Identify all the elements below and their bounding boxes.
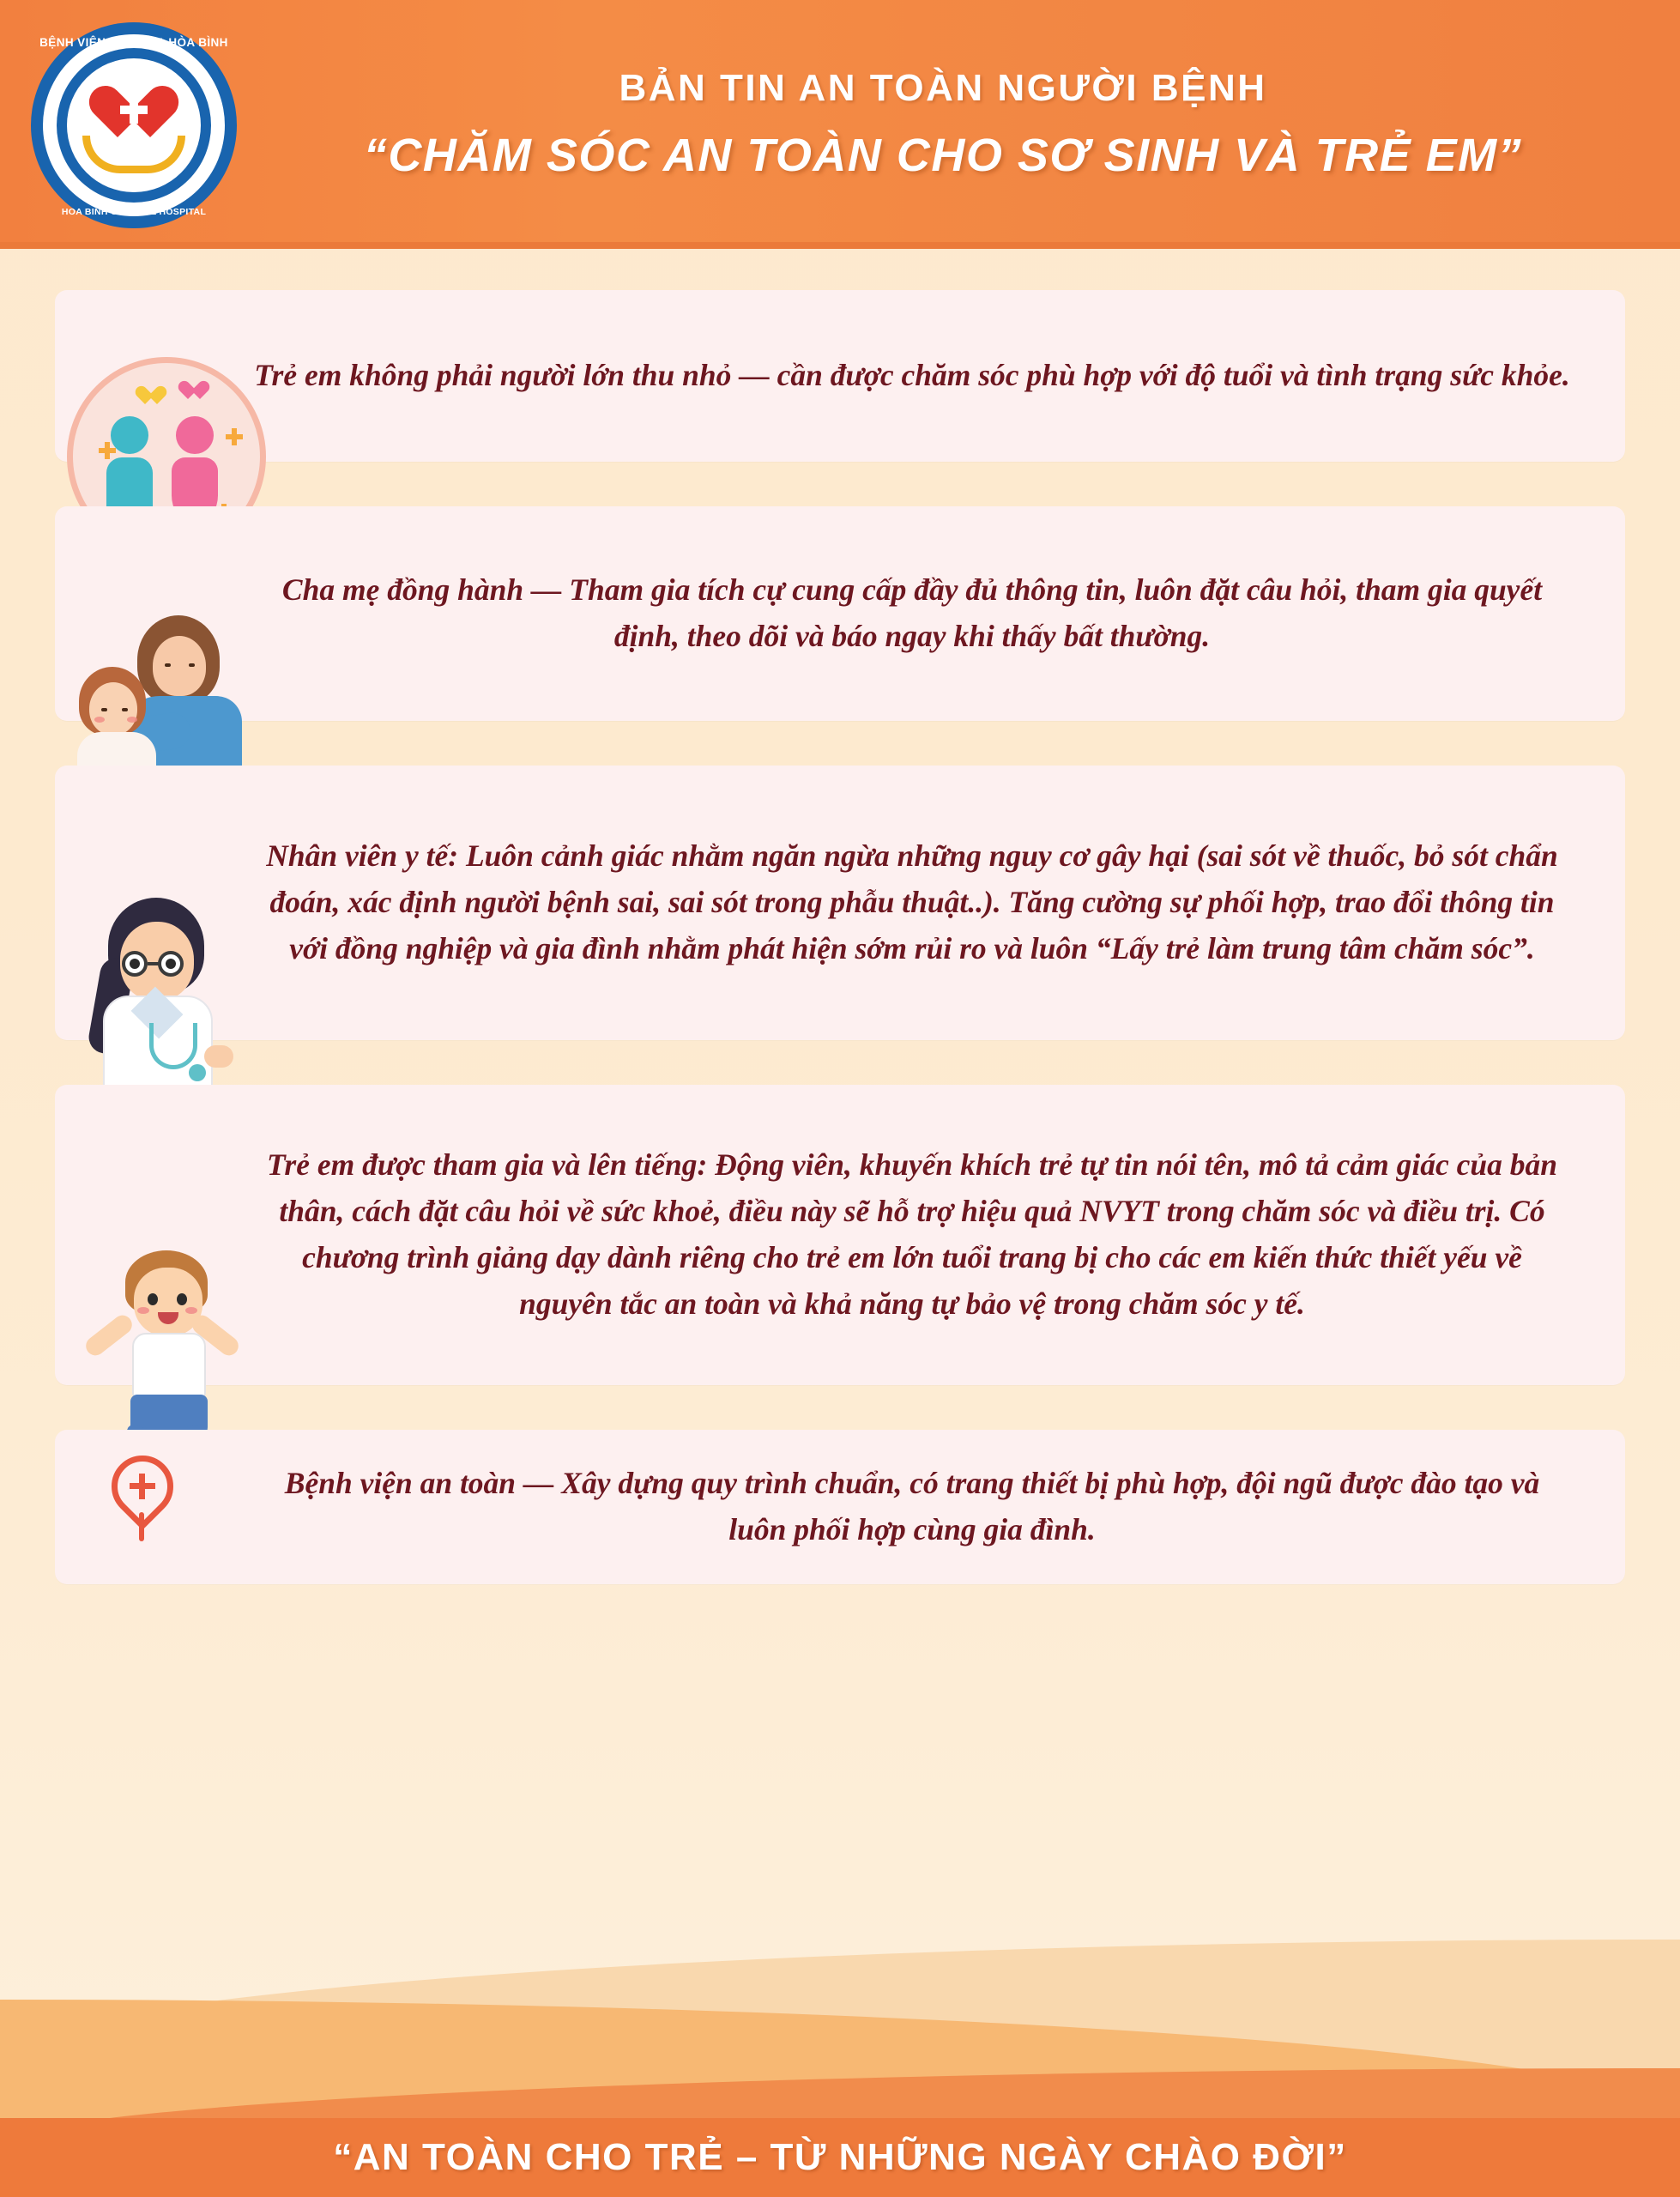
caring-hands-icon xyxy=(82,136,185,173)
message-card xyxy=(55,506,1625,721)
boy-cheek-left xyxy=(137,1307,149,1314)
mother-eye-right xyxy=(189,663,195,667)
child-eye-left xyxy=(101,708,107,711)
bulletin-subtitle: “CHĂM SÓC AN TOÀN CHO SƠ SINH VÀ TRẺ EM” xyxy=(363,130,1523,181)
child-eye-right xyxy=(122,708,128,711)
heart-icon-yellow xyxy=(140,387,162,408)
nurse-hand xyxy=(204,1045,233,1068)
child-pink xyxy=(176,416,218,521)
boy-shirt xyxy=(132,1333,206,1400)
logo-text-bottom: HOA BINH GENERAL HOSPITAL xyxy=(61,207,207,217)
glasses-bridge xyxy=(148,962,160,965)
logo-text-top: BỆNH VIỆN ĐA KHOA HÒA BÌNH xyxy=(39,36,228,49)
nurse-eye-right xyxy=(166,959,176,969)
message-card xyxy=(55,1085,1625,1385)
child-blue-head xyxy=(111,416,148,454)
child-blue xyxy=(111,416,153,521)
child-pink-head xyxy=(176,416,214,454)
child-face xyxy=(89,682,137,735)
mother-and-child-icon xyxy=(63,607,252,778)
hospital-logo xyxy=(31,22,237,228)
footer-slogan: “AN TOÀN CHO TRẺ – TỪ NHỮNG NGÀY CHÀO ĐỜI” xyxy=(333,2136,1347,2178)
stethoscope-bell xyxy=(189,1064,206,1081)
child-cheek-right xyxy=(127,717,137,723)
stethoscope-icon xyxy=(149,1023,197,1069)
nurse-eye-left xyxy=(130,959,140,969)
mother-eye-left xyxy=(165,663,171,667)
card-message-text: Cha mẹ đồng hành — Tham gia tích cự cung cấp đầy đủ thông tin, luôn đặt câu hỏi, tham gia quyết định, theo dõi và báo ngay khi thấy bất thường. xyxy=(281,572,1543,653)
bulletin-title: BẢN TIN AN TOÀN NGƯỜI BỆNH xyxy=(619,67,1267,109)
card-message-text: Bệnh viện an toàn — Xây dựng quy trình chuẩn, có trang thiết bị phù hợp, đội ngũ được đào tạo và luôn phối hợp cùng gia đình. xyxy=(284,1466,1540,1546)
poster-footer xyxy=(0,1922,1680,2197)
cross-icon-horizontal xyxy=(120,106,148,114)
card-message-text: Nhân viên y tế: Luôn cảnh giác nhằm ngăn ngừa những nguy cơ gây hại (sai sót về thuốc, bỏ sót chẩn đoán, xác định người bệnh sai, sai sót trong phẫu thuật..). Tăng cường sự phối hợp, trao đổi thông tin với đồng nghiệp và gia đình nhằm phát hiện sớm rủi ro và luôn “Lấy trẻ làm trung tâm chăm sóc”. xyxy=(266,838,1558,965)
boy-eye-left xyxy=(148,1293,158,1305)
message-card xyxy=(55,1430,1625,1584)
logo-core xyxy=(67,58,201,192)
boy-cheek-right xyxy=(185,1307,197,1314)
boy-face xyxy=(134,1268,202,1336)
card-message-text: Trẻ em không phải người lớn thu nhỏ — cần được chăm sóc phù hợp với độ tuổi và tình trạng sức khỏe. xyxy=(254,358,1570,393)
header-text-block xyxy=(257,67,1654,182)
pin-cross-horizontal xyxy=(130,1483,155,1489)
boy-arm-left xyxy=(82,1311,136,1359)
poster-content xyxy=(0,249,1680,1584)
footer-slogan-band xyxy=(0,2118,1680,2197)
message-card xyxy=(55,766,1625,1040)
mother-face xyxy=(153,636,206,696)
hospital-location-pin-icon xyxy=(103,1456,182,1558)
boy-eye-right xyxy=(177,1293,187,1305)
card-message-text: Trẻ em được tham gia và lên tiếng: Động viên, khuyến khích trẻ tự tin nói tên, mô tả cảm giác của bản thân, cách đặt câu hỏi về sức khoẻ, điều này sẽ hỗ trợ hiệu quả NVYT trong chăm sóc và điều trị. Có chương trình giảng dạy dành riêng cho trẻ em lớn tuổi trang bị cho các em kiến thức thiết yếu về nguyên tắc an toàn và khả năng tự bảo vệ trong chăm sóc y tế. xyxy=(267,1147,1557,1321)
child-cheek-left xyxy=(94,717,105,723)
heart-icon-pink xyxy=(183,382,205,402)
poster-header xyxy=(0,0,1680,249)
pin-stem xyxy=(139,1512,144,1541)
message-card xyxy=(55,290,1625,462)
